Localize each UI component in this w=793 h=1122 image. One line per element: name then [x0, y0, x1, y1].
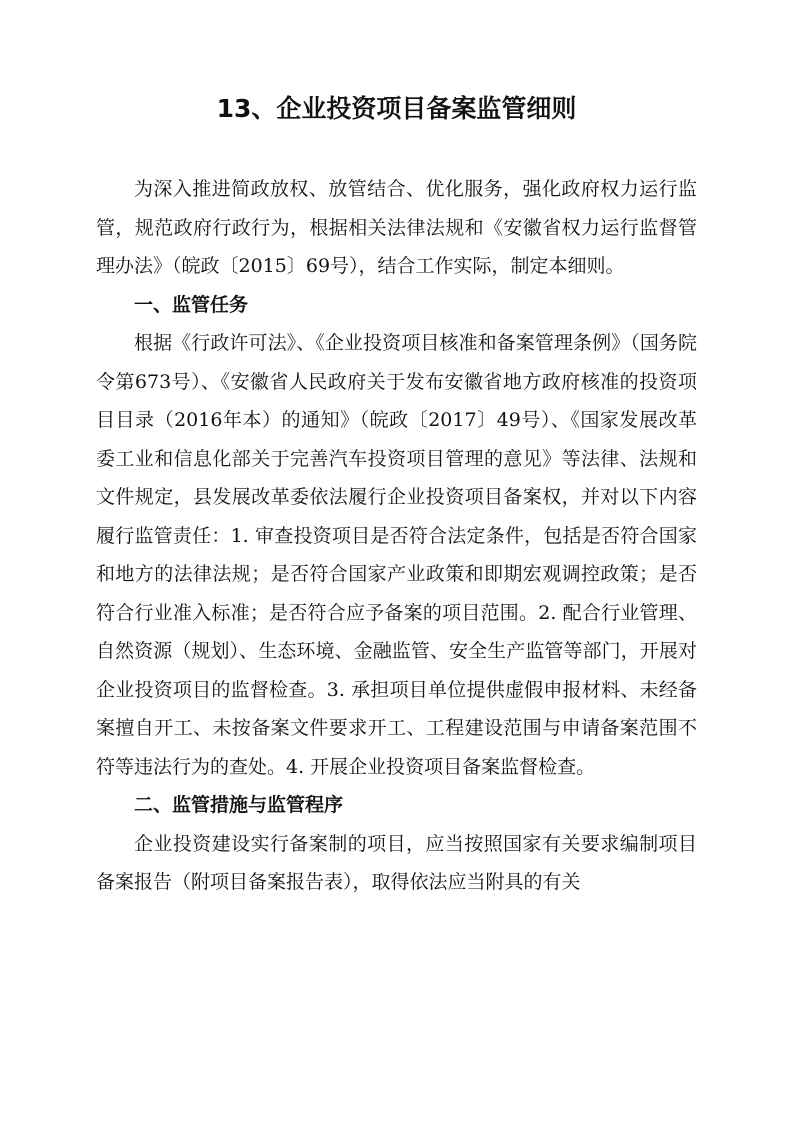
supervision-tasks-paragraph: 根据《行政许可法》、《企业投资项目核准和备案管理条例》（国务院令第673号）、《安徽省人民政府关于发布安徽省地方政府核准的投资项目目录（2016年本）的通知》（皖政〔2017〕49号）、《国家发展改革委工业和信息化部关于完善汽车投资项目管理的意见》等法律、法规和文件规定，县发展改革委依法履行企业投资项目备案权，并对以下内容履行监管责任：1. 审查投资项目是否符合法定条件，包括是否符合国家和地方的法律法规；是否符合国家产业政策和即期宏观调控政策；是否符合行业准入标准；是否符合应予备案的项目范围。2. 配合行业管理、自然资源（规划）、生态环境、金融监管、安全生产监管等部门，开展对企业投资项目的监督检查。3. 承担项目单位提供虚假申报材料、未经备案擅自开工、未按备案文件要求开工、工程建设范围与申请备案范围不符等违法行为的查处。4. 开展企业投资项目备案监督检查。: [96, 332, 697, 778]
document-body: [96, 170, 697, 902]
measures-procedures-paragraph: 企业投资建设实行备案制的项目，应当按照国家有关要求编制项目备案报告（附项目备案报告表），取得依法应当附具的有关: [96, 832, 697, 893]
section-heading-supervision-tasks: 一、监管任务: [134, 293, 249, 316]
section-heading-measures-procedures: 二、监管措施与监管程序: [134, 794, 344, 816]
document-title: 13、企业投资项目备案监管细则: [216, 94, 577, 123]
intro-paragraph: 为深入推进简政放权、放管结合、优化服务，强化政府权力运行监管，规范政府行政行为，根据相关法律法规和《安徽省权力运行监督管理办法》（皖政〔2015〕69号），结合工作实际，制定本细则。: [96, 178, 697, 277]
